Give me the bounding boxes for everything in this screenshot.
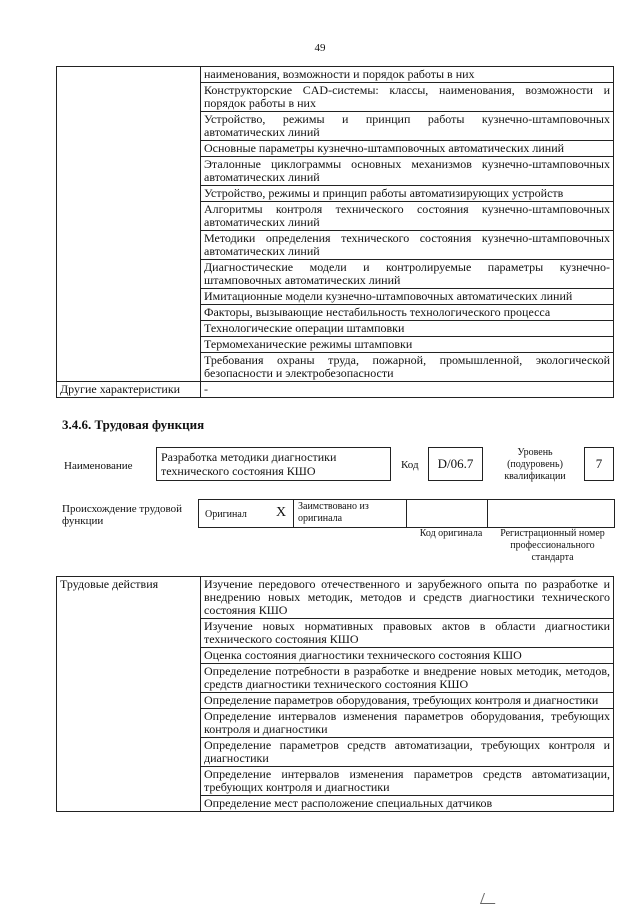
other-characteristics-value: - [201,382,614,398]
borrowed-label: Заимствовано из оригинала [298,501,369,524]
code-box [428,447,483,481]
code-label: Код [401,459,419,471]
table-row: Изучение новых нормативных правовых актов в области диагностики технического состояния КШО [201,619,614,648]
table-row: Алгоритмы контроля технического состояния кузнечно-штамповочных автоматических линий [201,202,614,231]
table-row: Определение потребности в разработке и внедрение новых методик, методов, средств диагностики технического состояния КШО [201,664,614,693]
table-row: Факторы, вызывающие нестабильность технологического процесса [201,305,614,321]
table-row: Основные параметры кузнечно-штамповочных автоматических линий [201,141,614,157]
knowledge-label-cell [57,67,201,382]
level-box [584,447,614,481]
level-label: Уровень (подуровень) квалификации [504,447,566,482]
table-row: Устройство, режимы и принцип работы кузнечно-штамповочных автоматических линий [201,112,614,141]
table-row: Определение параметров оборудования, требующих контроля и диагностики [201,693,614,709]
table-row: Определение параметров средств автоматизации, требующих контроля и диагностики [201,738,614,767]
section-title: 3.4.6. Трудовая функция [62,417,205,432]
scan-mark [480,893,499,904]
table-row: Требования охраны труда, пожарной, промышленной, экологической безопасности и электробезопасности [201,353,614,382]
code-original-caption: Код оригинала [419,528,483,539]
table-row: Методики определения технического состояния кузнечно-штамповочных автоматических линий [201,231,614,260]
table-row: Определение мест расположение специальных датчиков [201,796,614,812]
original-label: Оригинал [205,509,247,520]
table-row: Оценка состояния диагностики технического состояния КШО [201,648,614,664]
other-characteristics-label: Другие характеристики [57,382,201,398]
table-row: Диагностические модели и контролируемые параметры кузнечно-штамповочных автоматических линий [201,260,614,289]
table-row: Конструкторские CAD-системы: классы, наименования, возможности и порядок работы в них [201,83,614,112]
labor-actions-table [56,576,614,812]
origin-divider-3 [406,499,488,528]
function-name-value: Разработка методики диагностики технического состояния КШО [161,450,337,478]
table-row: Изучение передового отечественного и зарубежного опыта по разработке и внедрению новых методик, методов и средств диагностики технического состояния КШО [201,577,614,619]
function-name-box [156,447,391,481]
table-row: Определение интервалов изменения параметров оборудования, требующих контроля и диагностики [201,709,614,738]
origin-label: Происхождение трудовой функции [62,503,183,527]
table-row: Определение интервалов изменения параметров средств автоматизации, требующих контроля и диагностики [201,767,614,796]
table-row: Эталонные циклограммы основных механизмов кузнечно-штамповочных автоматических линий [201,157,614,186]
labor-actions-label: Трудовые действия [57,577,201,812]
original-mark: X [276,505,287,520]
level-value: 7 [595,456,603,471]
code-value: D/06.7 [437,456,474,471]
table-row: Технологические операции штамповки [201,321,614,337]
table-row: наименования, возможности и порядок работы в них [201,67,614,83]
reg-number-caption: Регистрационный номер профессионального стандарта [500,528,605,563]
name-label: Наименование [64,460,133,472]
knowledge-table [56,66,614,398]
table-row: Имитационные модели кузнечно-штамповочных автоматических линий [201,289,614,305]
table-row: Термомеханические режимы штамповки [201,337,614,353]
page-number: 49 [314,42,326,54]
table-row: Устройство, режимы и принцип работы автоматизирующих устройств [201,186,614,202]
